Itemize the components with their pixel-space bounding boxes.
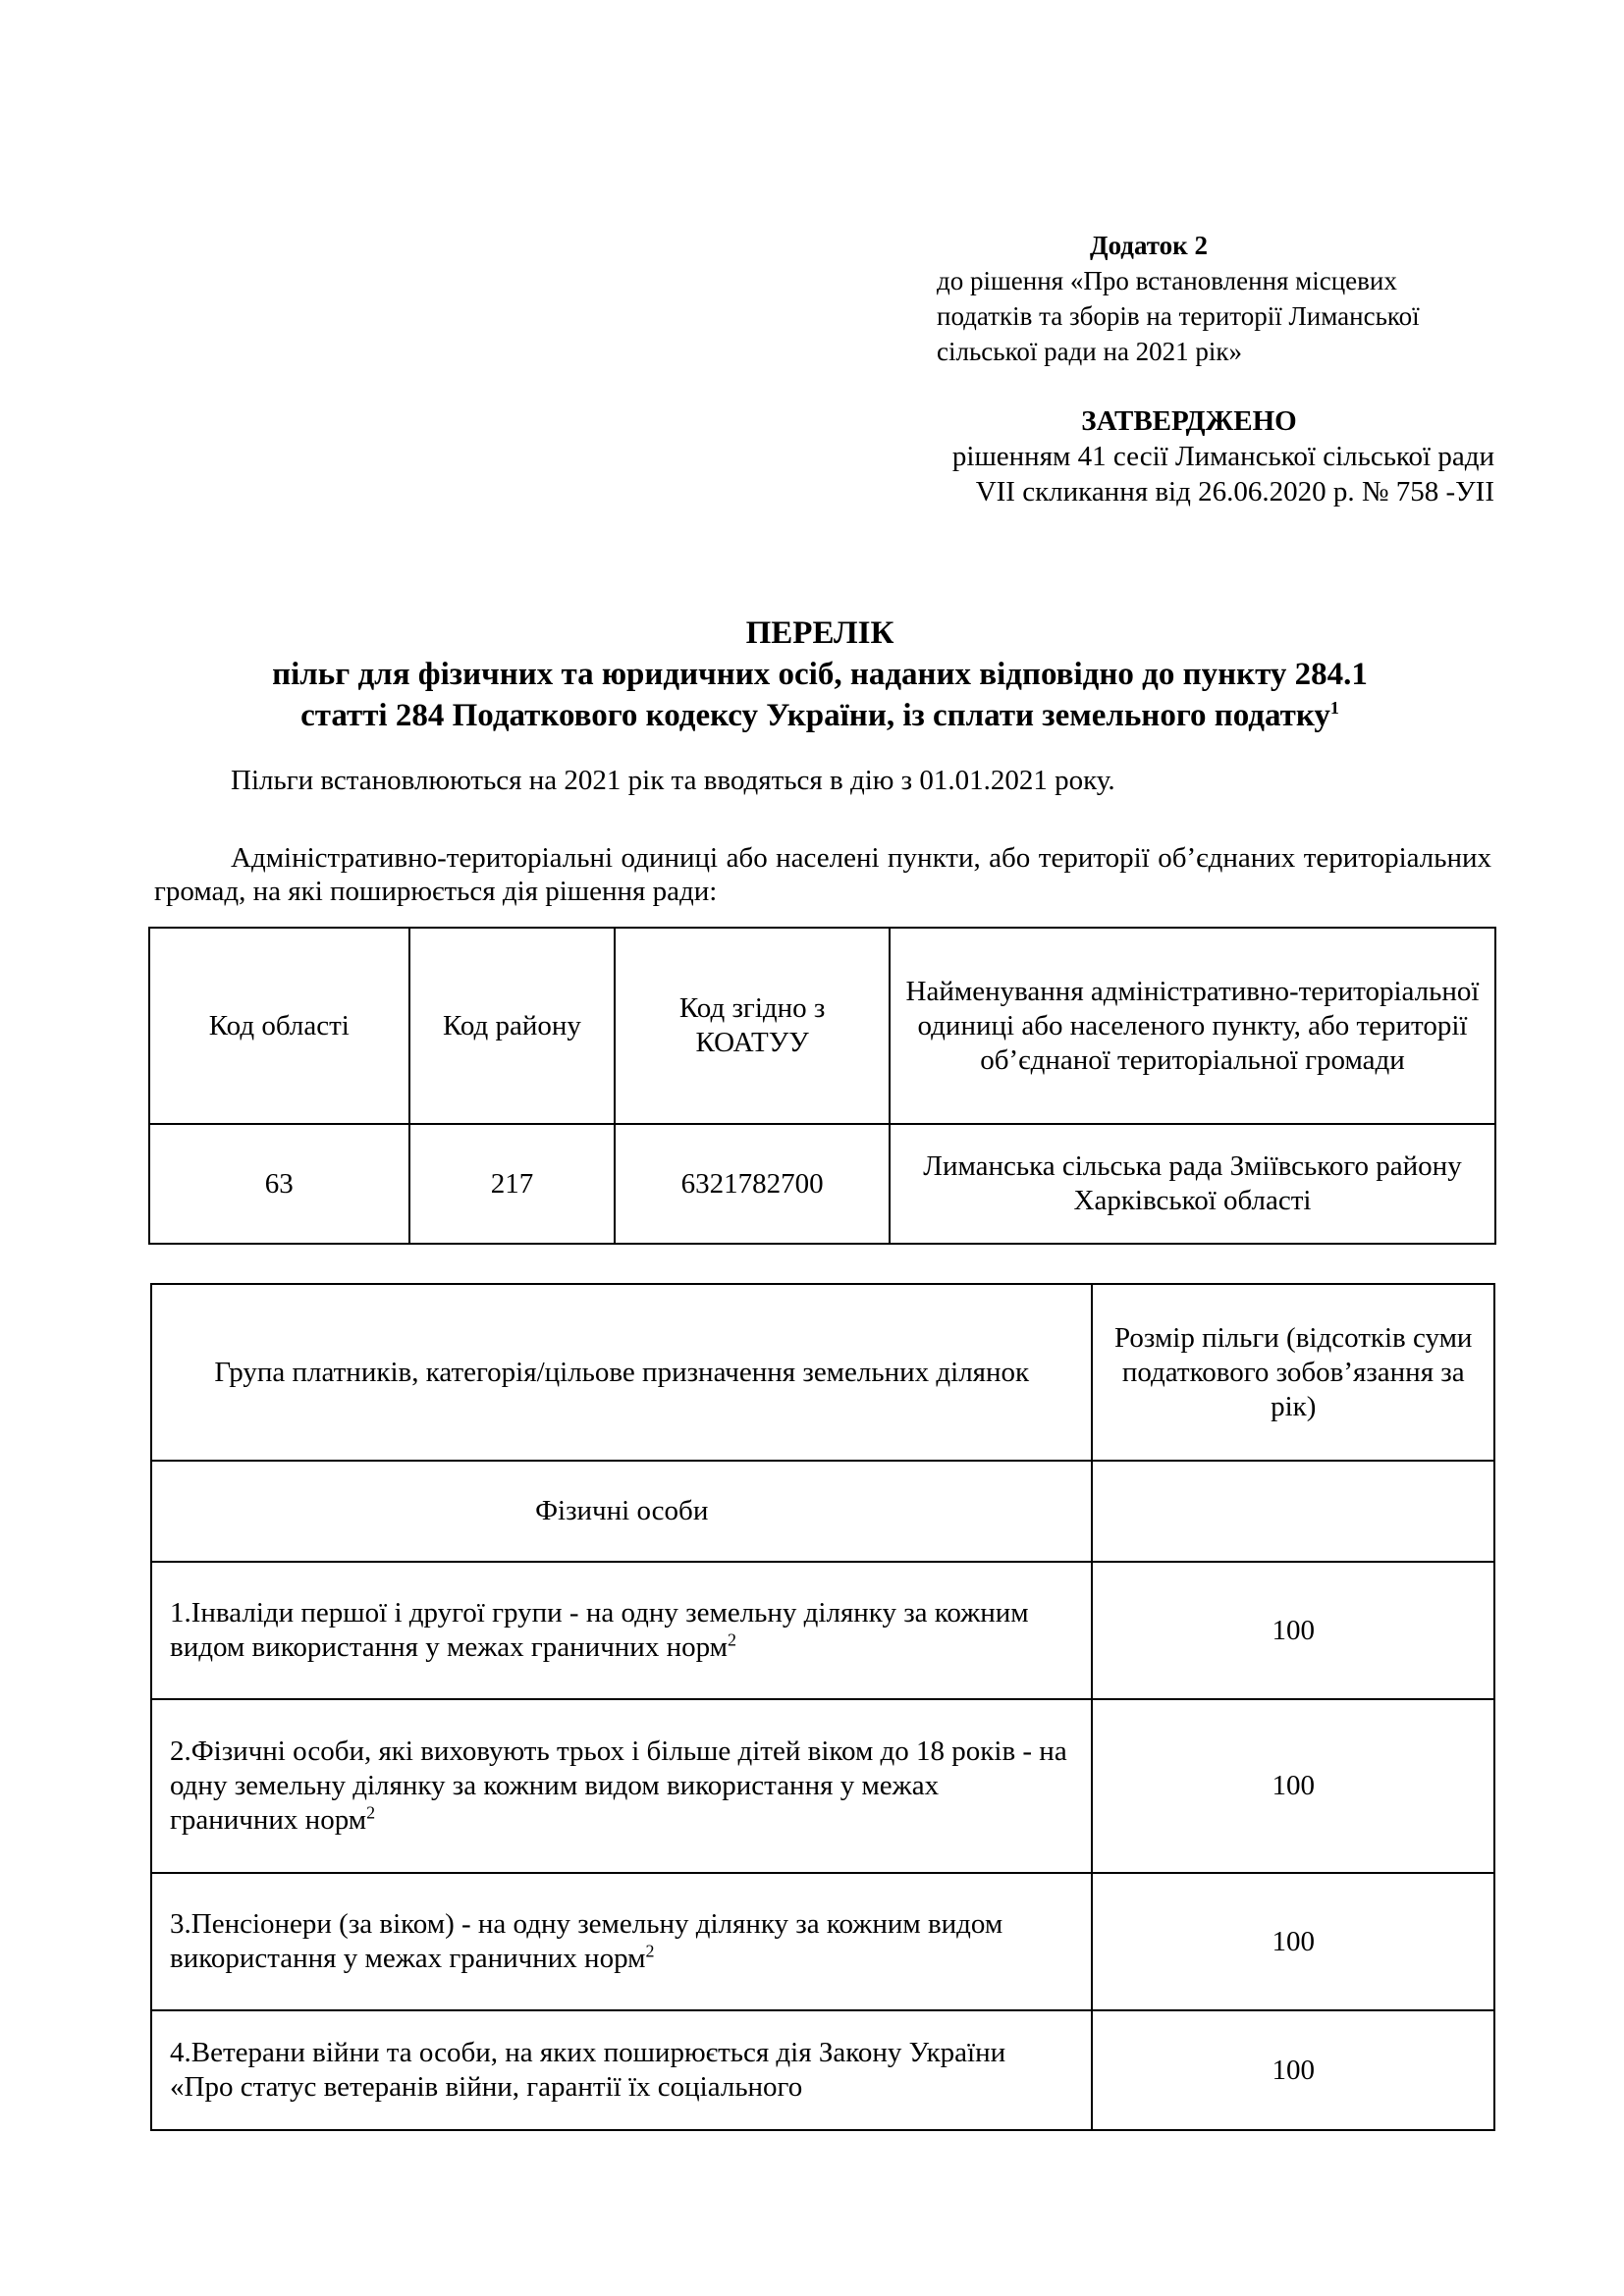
units-paragraph: Адміністративно-територіальні одиниці або населені пункти, або території об’єднаних територіальних громад, на які поширюється дія рішення ради:	[154, 842, 1491, 907]
annex-line: до рішення «Про встановлення місцевих	[937, 266, 1397, 295]
heading-title: ПЕРЕЛІК	[745, 615, 894, 651]
table-row	[149, 1124, 1495, 1244]
header-cell: Розмір пільги (відсотків суми податкового зобов’язання за рік)	[1092, 1284, 1494, 1461]
intro-paragraph: Пільги встановлюються на 2021 рік та вводяться в дію з 01.01.2021 року.	[231, 765, 1115, 796]
annex-block	[937, 228, 1526, 369]
units-table	[148, 927, 1496, 1245]
header-cell: Код області	[149, 928, 409, 1124]
footnote-mark: 2	[728, 1629, 737, 1650]
table-cell: 100	[1092, 1873, 1494, 2010]
table-row	[151, 2010, 1494, 2130]
header-cell: Код згідно з КОАТУУ	[615, 928, 890, 1124]
table-row	[151, 1873, 1494, 2010]
footnote-mark: 2	[366, 1802, 376, 1823]
table-cell: 6321782700	[615, 1124, 890, 1244]
section-cell: Фізичні особи	[151, 1461, 1092, 1562]
heading-line: статті 284 Податкового кодексу України, із сплати земельного податку$^1$	[300, 698, 1339, 733]
empty-cell	[1092, 1461, 1494, 1562]
table-cell: Лиманська сільська рада Зміївського району Харківської області	[890, 1124, 1495, 1244]
document-heading	[147, 613, 1492, 736]
table-row	[151, 1562, 1494, 1699]
approval-title: ЗАТВЕРДЖЕНО	[1081, 405, 1297, 437]
footnote-mark: 2	[645, 1941, 655, 1961]
table-header-row	[151, 1284, 1494, 1461]
annex-title: Додаток 2	[1090, 231, 1208, 260]
header-cell: Група платників, категорія/цільове призначення земельних ділянок	[151, 1284, 1092, 1461]
table-cell: 63	[149, 1124, 409, 1244]
approval-line: рішенням 41 сесії Лиманської сільської ради	[951, 441, 1494, 472]
heading-line: пільг для фізичних та юридичних осіб, наданих відповідно до пункту 284.1	[272, 657, 1368, 692]
table-cell: 217	[409, 1124, 616, 1244]
header-cell: Найменування адміністративно-територіальної одиниці або населеного пункту, або території об’єднаної територіальної громади	[890, 928, 1495, 1124]
table-row	[151, 1699, 1494, 1873]
table-cell: 100	[1092, 2010, 1494, 2130]
footnote-mark: 1	[1329, 698, 1339, 718]
table-cell: 100	[1092, 1562, 1494, 1699]
approval-line: VII скликання від 26.06.2020 р. № 758 -УІІ	[975, 476, 1494, 507]
table-cell: 3.Пенсіонери (за віком) - на одну земельну ділянку за кожним видом використання у межах граничних норм$^2$	[151, 1873, 1092, 2010]
annex-line: податків та зборів на території Лиманської	[937, 301, 1420, 331]
benefits-table	[150, 1283, 1495, 2131]
annex-line: сільської ради на 2021 рік»	[937, 337, 1243, 366]
section-row	[151, 1461, 1494, 1562]
header-cell: Код району	[409, 928, 616, 1124]
table-cell: 1.Інваліди першої і другої групи - на одну земельну ділянку за кожним видом використання у межах граничних норм$^2$	[151, 1562, 1092, 1699]
table-header-row	[149, 928, 1495, 1124]
table-cell: 4.Ветерани війни та особи, на яких поширюється дія Закону України «Про статус ветеранів війни, гарантії їх соціального	[151, 2010, 1092, 2130]
table-cell: 2.Фізичні особи, які виховують трьох і більше дітей віком до 18 років - на одну земельну ділянку за кожним видом використання у межах граничних норм$^2$	[151, 1699, 1092, 1873]
table-cell: 100	[1092, 1699, 1494, 1873]
approval-block	[766, 403, 1494, 509]
